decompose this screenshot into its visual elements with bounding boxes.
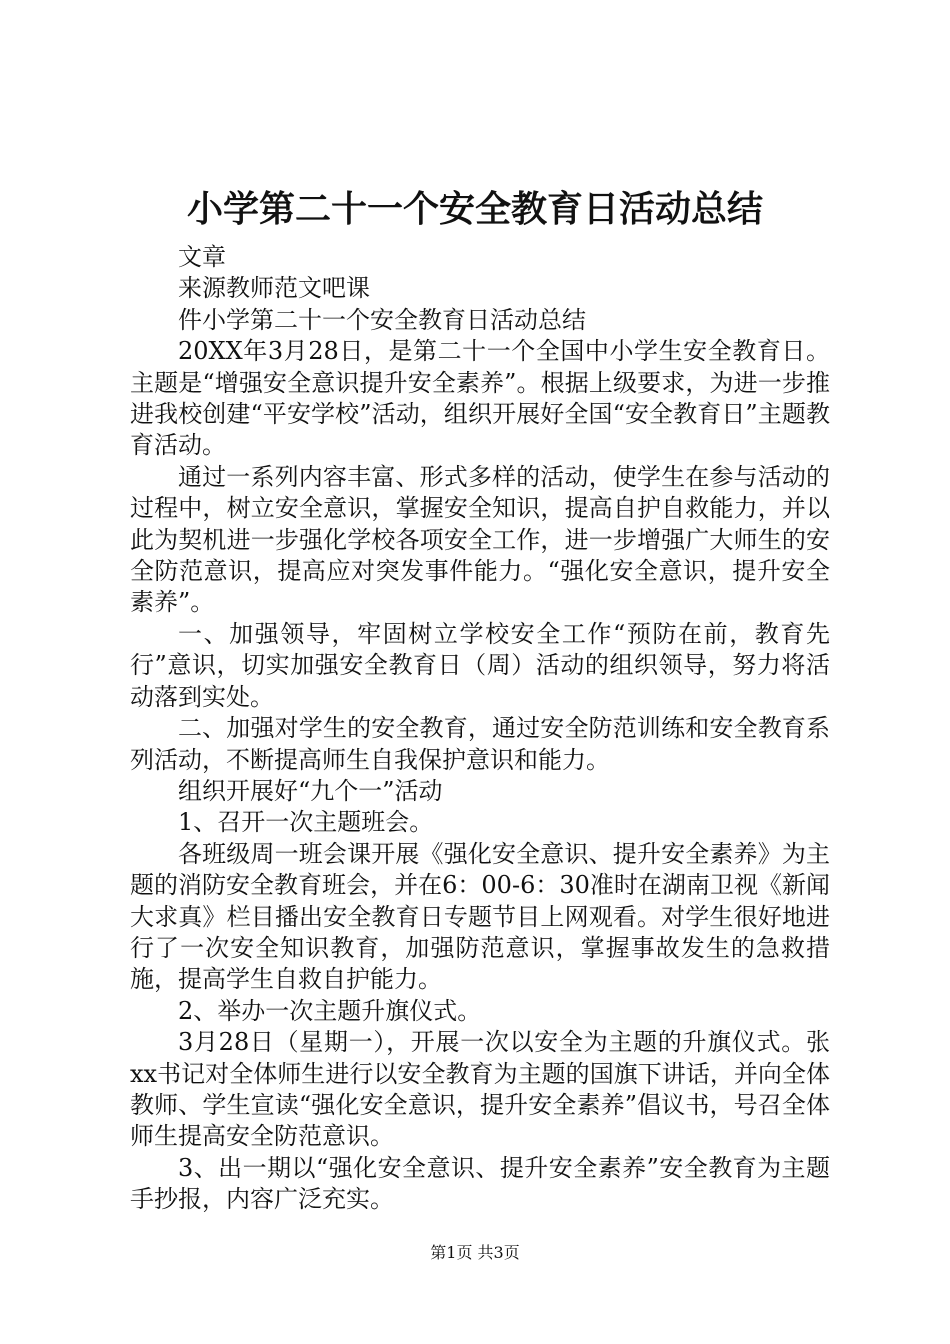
paragraph: 来源教师范文吧课	[178, 274, 370, 303]
paragraph: 20XX年3月28日，是第二十一个全国中小学生安全教育日。主题是“增强安全意识提升安全素养”。根据上级要求，为进一步推进我校创建“平安学校”活动，组织开展好全国“安全教育日”主题教育活动。	[130, 337, 830, 460]
paragraph: 3月28日（星期一），开展一次以安全为主题的升旗仪式。张xx书记对全体师生进行以安全教育为主题的国旗下讲话，并向全体教师、学生宣读“强化安全意识，提升安全素养”倡议书，号召全体师生提高安全防范意识。	[130, 1028, 830, 1151]
paragraph: 组织开展好“九个一”活动	[178, 776, 443, 805]
paragraph: 1、召开一次主题班会。	[178, 808, 434, 837]
paragraph: 一、加强领导，牢固树立学校安全工作“预防在前，教育先行”意识，切实加强安全教育日（周）活动的组织领导，努力将活动落到实处。	[130, 619, 830, 711]
document-body	[130, 242, 830, 1216]
paragraph: 通过一系列内容丰富、形式多样的活动，使学生在参与活动的过程中，树立安全意识，掌握安全知识，提高自护自救能力，并以此为契机进一步强化学校各项安全工作，进一步增强广大师生的安全防范意识，提高应对突发事件能力。“强化安全意识，提升安全素养”。	[130, 462, 830, 617]
document-title: 小学第二十一个安全教育日活动总结	[186, 188, 763, 230]
paragraph: 3、出一期以“强化安全意识、提升安全素养”安全教育为主题手抄报，内容广泛充实。	[130, 1153, 830, 1214]
paragraph: 件小学第二十一个安全教育日活动总结	[178, 305, 586, 334]
paragraph: 文章	[178, 243, 226, 271]
paragraph: 2、举办一次主题升旗仪式。	[178, 996, 482, 1025]
paragraph: 二、加强对学生的安全教育，通过安全防范训练和安全教育系列活动，不断提高师生自我保护意识和能力。	[130, 714, 830, 774]
page-number-footer: 第1页 共3页	[430, 1243, 520, 1262]
paragraph: 各班级周一班会课开展《强化安全意识、提升安全素养》为主题的消防安全教育班会，并在6：00-6：30准时在湖南卫视《新闻大求真》栏目播出安全教育日专题节目上网观看。对学生很好地进行了一次安全知识教育，加强防范意识，掌握事故发生的急救措施，提高学生自救自护能力。	[130, 839, 830, 994]
